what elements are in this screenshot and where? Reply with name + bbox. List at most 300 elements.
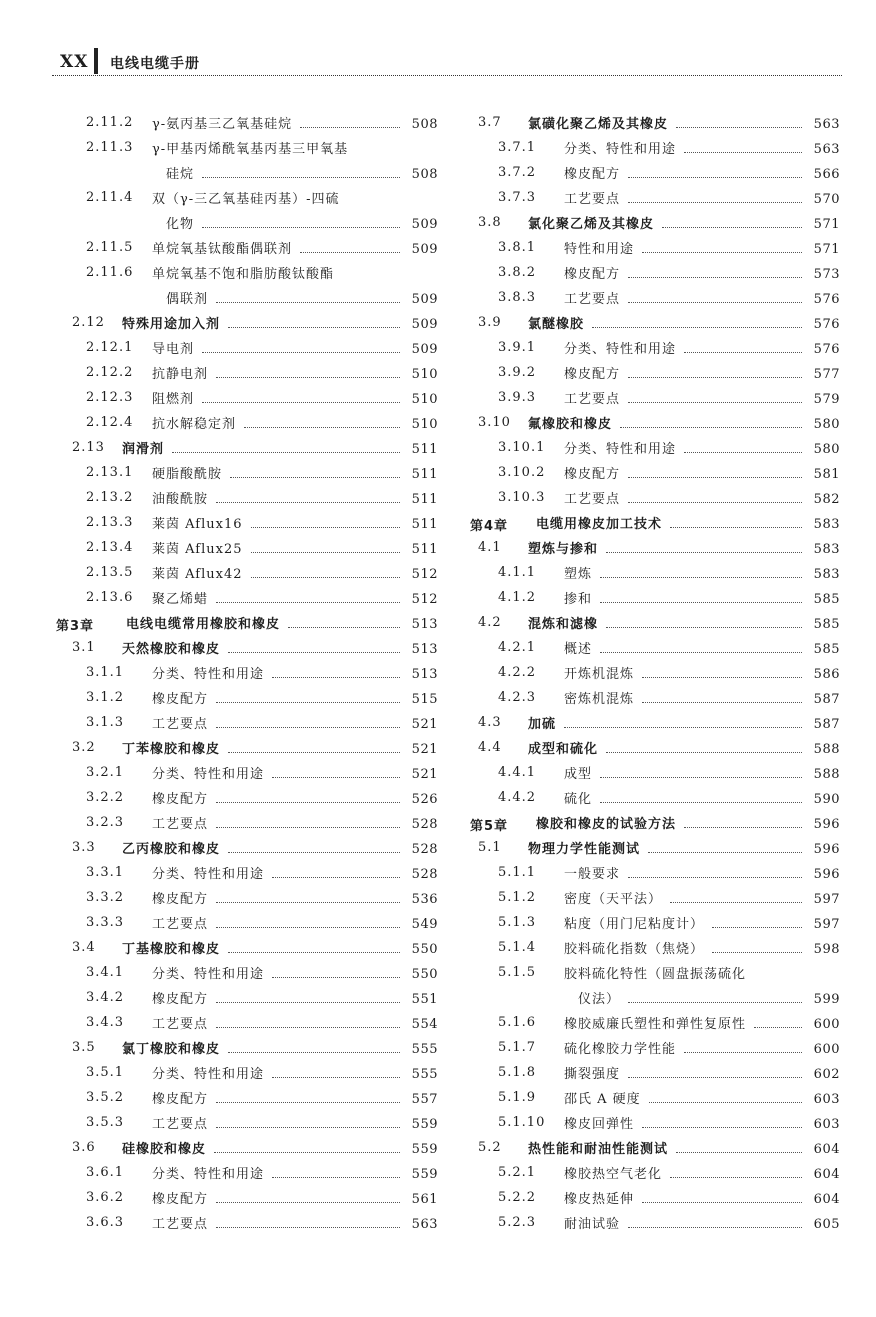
- toc-entry-number: 3.8.2: [498, 265, 537, 280]
- toc-entry-number: 3.3: [72, 840, 96, 855]
- toc-entry-title: 橡胶威廉氏塑性和弹性复原性: [564, 1017, 747, 1032]
- toc-page-number: 521: [411, 742, 438, 757]
- toc-entry-number: 5.1.10: [498, 1115, 546, 1130]
- toc-page-number: 511: [411, 492, 438, 507]
- toc-entry: [52, 337, 438, 362]
- toc-entry-line: [152, 340, 438, 359]
- toc-entry-title: 润滑剂: [122, 442, 165, 457]
- toc-entry-title: 工艺要点: [564, 392, 621, 407]
- toc-entry: [52, 1212, 438, 1237]
- toc-entry-number: 2.13.3: [86, 515, 134, 530]
- toc-entry-number: 3.9.3: [498, 390, 537, 405]
- header-divider-bar: [94, 48, 98, 74]
- toc-entry: [52, 262, 438, 312]
- toc-entry-number: 3.3.1: [86, 865, 125, 880]
- toc-entry: [52, 812, 438, 837]
- toc-entry-line: [528, 215, 840, 234]
- toc-entry: [52, 1137, 438, 1162]
- toc-entry: [52, 862, 438, 887]
- toc-page-number: 576: [813, 292, 840, 307]
- toc-leader-dots: [230, 476, 400, 478]
- toc-entry-title: 氯化聚乙烯及其橡皮: [528, 217, 655, 232]
- toc-left-column: [52, 112, 438, 1237]
- toc-leader-dots: [228, 851, 400, 853]
- toc-entry-line: [564, 565, 840, 584]
- toc-leader-dots: [628, 301, 802, 303]
- toc-page-number: 583: [813, 517, 840, 532]
- toc-entry-title: 特性和用途: [564, 242, 635, 257]
- toc-entry-line: [152, 590, 438, 609]
- toc-entry-line: [564, 165, 840, 184]
- toc-entry: [466, 412, 840, 437]
- toc-entry-line: [152, 1190, 438, 1209]
- toc-leader-dots: [272, 776, 400, 778]
- toc-entry-line: [564, 190, 840, 209]
- toc-entry-line: [564, 1015, 840, 1034]
- toc-entry-title: 氯醚橡胶: [528, 317, 585, 332]
- toc-entry-title: 热性能和耐油性能测试: [528, 1142, 669, 1157]
- toc-entry: [466, 937, 840, 962]
- toc-entry: [52, 612, 438, 637]
- toc-leader-dots: [606, 751, 802, 753]
- toc-entry-line: [528, 315, 840, 334]
- toc-entry-number: 3.7.1: [498, 140, 537, 155]
- toc-entry-title: 物理力学性能测试: [528, 842, 641, 857]
- toc-entry-title: 掺和: [564, 592, 593, 607]
- toc-entry-number: 3.3.3: [86, 915, 125, 930]
- toc-entry: [466, 212, 840, 237]
- toc-entry: [466, 687, 840, 712]
- toc-page-number: 588: [813, 742, 840, 757]
- toc-entry-number: 3.5: [72, 1040, 96, 1055]
- toc-entry-number: 3.6.1: [86, 1165, 125, 1180]
- toc-page-number: 571: [813, 242, 840, 257]
- toc-entry: [466, 1187, 840, 1212]
- toc-entry-title: 成型: [564, 767, 593, 782]
- toc-entry: [466, 462, 840, 487]
- toc-leader-dots: [628, 501, 802, 503]
- toc-entry-number: 2.12: [72, 315, 105, 330]
- toc-entry-title: 双（γ-三乙氧基硅丙基）-四硫: [152, 192, 340, 207]
- toc-entry-number: 第4章: [470, 519, 509, 534]
- toc-entry-title: 氯磺化聚乙烯及其橡皮: [528, 117, 669, 132]
- toc-page-number: 600: [813, 1042, 840, 1057]
- toc-page-number: 511: [411, 442, 438, 457]
- toc-entry-line: [152, 865, 438, 884]
- toc-leader-dots: [642, 1201, 802, 1203]
- toc-entry: [466, 812, 840, 837]
- toc-entry: [52, 837, 438, 862]
- toc-page-number: 513: [411, 642, 438, 657]
- toc-entry-title: 导电剂: [152, 342, 195, 357]
- toc-page-number: 508: [411, 167, 438, 182]
- toc-entry-number: 3.6.3: [86, 1215, 125, 1230]
- toc-page-number: 554: [411, 1017, 438, 1032]
- toc-entry-title: 橡皮配方: [564, 467, 621, 482]
- toc-entry-line: [122, 440, 438, 459]
- toc-entry-line: [152, 415, 438, 434]
- toc-entry-title: 耐油试验: [564, 1217, 621, 1232]
- toc-entry: [466, 162, 840, 187]
- toc-leader-dots: [670, 1176, 802, 1178]
- toc-entry: [52, 787, 438, 812]
- toc-leader-dots: [712, 951, 802, 953]
- toc-entry: [466, 562, 840, 587]
- toc-page-number: 604: [813, 1142, 840, 1157]
- toc-entry-line: [564, 465, 840, 484]
- toc-entry-title: 分类、特性和用途: [564, 142, 677, 157]
- toc-entry-title: 丁苯橡胶和橡皮: [122, 742, 221, 757]
- toc-page-number: 579: [813, 392, 840, 407]
- toc-entry-line: [564, 790, 840, 809]
- toc-entry-line: [578, 990, 840, 1009]
- toc-entry: [52, 412, 438, 437]
- toc-entry: [52, 1112, 438, 1137]
- toc-entry-line: [152, 790, 438, 809]
- toc-entry: [52, 887, 438, 912]
- toc-page-number: 585: [813, 642, 840, 657]
- toc-entry-title: 胶料硫化特性（圆盘振荡硫化: [564, 967, 747, 982]
- toc-leader-dots: [684, 826, 802, 828]
- toc-entry-line: [152, 1015, 438, 1034]
- toc-leader-dots: [684, 351, 802, 353]
- toc-entry-number: 3.9.2: [498, 365, 537, 380]
- toc-entry-line: [152, 690, 438, 709]
- toc-leader-dots: [202, 351, 400, 353]
- toc-page-number: 513: [411, 617, 438, 632]
- toc-entry-title: 成型和硫化: [528, 742, 599, 757]
- toc-page-number: 600: [813, 1017, 840, 1032]
- toc-entry-title: 工艺要点: [152, 1017, 209, 1032]
- toc-entry: [466, 1087, 840, 1112]
- toc-entry: [466, 387, 840, 412]
- toc-page-number: 550: [411, 942, 438, 957]
- toc-entry-title: 橡皮配方: [564, 167, 621, 182]
- toc-entry-line: [152, 715, 438, 734]
- toc-entry: [52, 987, 438, 1012]
- toc-page-number: 586: [813, 667, 840, 682]
- toc-entry-number: 3.1.2: [86, 690, 125, 705]
- toc-entry-title: 分类、特性和用途: [152, 1067, 265, 1082]
- toc-page-number: 585: [813, 617, 840, 632]
- toc-entry-line: [122, 740, 438, 759]
- toc-entry: [52, 762, 438, 787]
- toc-leader-dots: [216, 1226, 400, 1228]
- toc-entry-number: 2.11.3: [86, 140, 134, 155]
- toc-entry-title: 聚乙烯蜡: [152, 592, 209, 607]
- toc-entry-title: 特殊用途加入剂: [122, 317, 221, 332]
- toc-entry-number: 4.4.1: [498, 765, 537, 780]
- toc-page-number: 597: [813, 917, 840, 932]
- toc-page-number: 599: [813, 992, 840, 1007]
- toc-page-number: 521: [411, 767, 438, 782]
- toc-page-number: 508: [411, 117, 438, 132]
- toc-entry-line: [564, 1215, 840, 1234]
- toc-entry-line: [122, 315, 438, 334]
- toc-entry-title: 橡皮配方: [564, 267, 621, 282]
- header-rule: [52, 75, 842, 76]
- toc-entry-number: 3.2.2: [86, 790, 125, 805]
- toc-entry-line: [564, 265, 840, 284]
- toc-page-number: 512: [411, 567, 438, 582]
- toc-entry-number: 3.9: [478, 315, 502, 330]
- toc-leader-dots: [642, 701, 802, 703]
- toc-entry-line: [564, 240, 840, 259]
- toc-page-number: 511: [411, 542, 438, 557]
- toc-entry-title: 天然橡胶和橡皮: [122, 642, 221, 657]
- toc-page-number: 511: [411, 517, 438, 532]
- toc-entry-line: [564, 765, 840, 784]
- toc-entry-title: 莱茵 Aflux25: [152, 542, 243, 557]
- toc-entry: [52, 462, 438, 487]
- toc-leader-dots: [202, 401, 400, 403]
- toc-entry-line: [152, 665, 438, 684]
- toc-entry-number: 3.7.3: [498, 190, 537, 205]
- toc-entry-line: [122, 640, 438, 659]
- toc-entry: [466, 912, 840, 937]
- toc-entry-line: [122, 1140, 438, 1159]
- toc-entry-line: [152, 1215, 438, 1234]
- toc-entry-title: 分类、特性和用途: [564, 442, 677, 457]
- toc-page-number: 573: [813, 267, 840, 282]
- toc-entry: [52, 112, 438, 137]
- toc-entry-title: 分类、特性和用途: [564, 342, 677, 357]
- toc-page-number: 509: [411, 292, 438, 307]
- toc-entry-title: 橡皮回弹性: [564, 1117, 635, 1132]
- toc-page-number: 581: [813, 467, 840, 482]
- toc-entry-line: [564, 1040, 840, 1059]
- toc-entry-line: [152, 240, 438, 259]
- toc-leader-dots: [216, 1126, 400, 1128]
- toc-page-number: 509: [411, 317, 438, 332]
- toc-leader-dots: [670, 526, 802, 528]
- toc-entry: [52, 662, 438, 687]
- toc-entry-number: 5.1.2: [498, 890, 537, 905]
- toc-leader-dots: [216, 1201, 400, 1203]
- toc-entry-line: [564, 690, 840, 709]
- toc-entry-title: 橡胶和橡皮的试验方法: [536, 817, 677, 832]
- toc-page-number: 571: [813, 217, 840, 232]
- toc-leader-dots: [272, 876, 400, 878]
- toc-entry: [52, 937, 438, 962]
- toc-entry-number: 3.5.3: [86, 1115, 125, 1130]
- toc-entry-line: [152, 540, 438, 559]
- toc-entry: [52, 387, 438, 412]
- toc-page-number: 583: [813, 542, 840, 557]
- toc-entry-line: [564, 640, 840, 659]
- toc-entry: [466, 1212, 840, 1237]
- toc-leader-dots: [228, 751, 400, 753]
- toc-entry: [52, 1062, 438, 1087]
- toc-page-number: 515: [411, 692, 438, 707]
- toc-entry-number: 4.2.2: [498, 665, 537, 680]
- toc-entry-title: 单烷氧基钛酸酯偶联剂: [152, 242, 293, 257]
- toc-entry-number: 3.3.2: [86, 890, 125, 905]
- toc-leader-dots: [216, 726, 400, 728]
- toc-entry-title: 密炼机混炼: [564, 692, 635, 707]
- toc-page-number: 528: [411, 817, 438, 832]
- toc-entry-number: 4.3: [478, 715, 502, 730]
- toc-entry-title: 莱茵 Aflux16: [152, 517, 243, 532]
- toc-page-number: 555: [411, 1042, 438, 1057]
- toc-entry-number: 5.1.4: [498, 940, 537, 955]
- toc-entry-number: 3.5.1: [86, 1065, 125, 1080]
- toc-entry-title: 粘度（用门尼粘度计）: [564, 917, 705, 932]
- toc-entry-line: [536, 515, 840, 534]
- toc-entry-title: 电线电缆常用橡胶和橡皮: [126, 617, 281, 632]
- toc-leader-dots: [628, 176, 802, 178]
- toc-page-number: 512: [411, 592, 438, 607]
- toc-page-number: 570: [813, 192, 840, 207]
- toc-entry: [52, 187, 438, 237]
- toc-leader-dots: [628, 1001, 802, 1003]
- toc-page-number: 604: [813, 1167, 840, 1182]
- toc-entry-number: 3.8: [478, 215, 502, 230]
- toc-entry-title: 塑炼: [564, 567, 593, 582]
- toc-entry-number: 5.1: [478, 840, 502, 855]
- toc-entry-title: 开炼机混炼: [564, 667, 635, 682]
- toc-page-number: 510: [411, 367, 438, 382]
- toc-entry: [52, 1037, 438, 1062]
- toc-entry-title: 分类、特性和用途: [152, 967, 265, 982]
- toc-leader-dots: [216, 1026, 400, 1028]
- toc-entry-number: 2.12.2: [86, 365, 134, 380]
- toc-page-number: 559: [411, 1117, 438, 1132]
- toc-entry-title: 硅橡胶和橡皮: [122, 1142, 207, 1157]
- toc-entry-title: 加硫: [528, 717, 557, 732]
- toc-entry-number: 3.10.1: [498, 440, 546, 455]
- toc-leader-dots: [244, 426, 400, 428]
- toc-entry-number: 3.2: [72, 740, 96, 755]
- toc-entry-number: 2.13.6: [86, 590, 134, 605]
- toc-page-number: 528: [411, 867, 438, 882]
- toc-leader-dots: [216, 501, 400, 503]
- toc-leader-dots: [662, 226, 802, 228]
- toc-entry: [466, 337, 840, 362]
- toc-entry-title: 橡皮配方: [152, 692, 209, 707]
- toc-leader-dots: [216, 301, 400, 303]
- toc-entry-number: 5.2: [478, 1140, 502, 1155]
- toc-entry-line: [126, 615, 438, 634]
- toc-page-number: 590: [813, 792, 840, 807]
- toc-leader-dots: [272, 1176, 400, 1178]
- toc-page-number: 603: [813, 1117, 840, 1132]
- toc-entry-title: 塑炼与掺和: [528, 542, 599, 557]
- toc-leader-dots: [216, 601, 400, 603]
- toc-entry-line: [152, 515, 438, 534]
- toc-entry-line: [528, 115, 840, 134]
- toc-entry: [52, 962, 438, 987]
- toc-page-number: 576: [813, 342, 840, 357]
- toc-page-number: 559: [411, 1167, 438, 1182]
- toc-entry: [466, 1162, 840, 1187]
- toc-page-number: 509: [411, 342, 438, 357]
- toc-entry-number: 2.11.4: [86, 190, 134, 205]
- toc-leader-dots: [216, 901, 400, 903]
- toc-entry-title: 电缆用橡皮加工技术: [536, 517, 663, 532]
- toc-entry-line: [564, 940, 840, 959]
- toc-page-number: 587: [813, 692, 840, 707]
- toc-page-number: 536: [411, 892, 438, 907]
- toc-leader-dots: [600, 776, 802, 778]
- toc-entry-line: [166, 165, 438, 184]
- toc-page-number: 603: [813, 1092, 840, 1107]
- toc-entry: [466, 862, 840, 887]
- toc-entry-title: 工艺要点: [152, 1217, 209, 1232]
- toc-entry-line: [152, 565, 438, 584]
- toc-entry: [466, 712, 840, 737]
- toc-page-number: 605: [813, 1217, 840, 1232]
- toc-entry: [466, 1137, 840, 1162]
- toc-leader-dots: [202, 176, 400, 178]
- toc-entry-line: [152, 965, 438, 984]
- toc-leader-dots: [216, 801, 400, 803]
- toc-entry-number: 5.1.5: [498, 965, 537, 980]
- toc-page-number: 583: [813, 567, 840, 582]
- toc-entry: [466, 312, 840, 337]
- toc-entry-title: 撕裂强度: [564, 1067, 621, 1082]
- toc-entry-title: 油酸酰胺: [152, 492, 209, 507]
- toc-page-number: 596: [813, 867, 840, 882]
- toc-page-number: 602: [813, 1067, 840, 1082]
- page-header: [52, 46, 842, 78]
- toc-entry-number: 5.2.3: [498, 1215, 537, 1230]
- toc-entry-number: 2.13: [72, 440, 105, 455]
- toc-entry-number: 5.1.9: [498, 1090, 537, 1105]
- book-title: 电线电缆手册: [110, 56, 200, 72]
- toc-entry-number: 5.1.7: [498, 1040, 537, 1055]
- toc-entry-line: [564, 665, 840, 684]
- toc-entry-title: 莱茵 Aflux42: [152, 567, 243, 582]
- toc-entry-number: 3.5.2: [86, 1090, 125, 1105]
- toc-entry-number: 2.13.1: [86, 465, 134, 480]
- toc-entry-line: [564, 1090, 840, 1109]
- toc-entry-title-continued: 化物: [166, 217, 195, 232]
- toc-entry-line: [564, 590, 840, 609]
- toc-entry-line: [152, 890, 438, 909]
- toc-entry: [466, 587, 840, 612]
- toc-entry: [466, 487, 840, 512]
- toc-leader-dots: [228, 1051, 400, 1053]
- toc-leader-dots: [600, 651, 802, 653]
- toc-entry: [52, 437, 438, 462]
- toc-entry-line: [528, 615, 840, 634]
- toc-entry: [466, 1062, 840, 1087]
- toc-leader-dots: [564, 726, 802, 728]
- toc-leader-dots: [251, 576, 400, 578]
- toc-entry-number: 3.4.2: [86, 990, 125, 1005]
- toc-entry-number: 3.1: [72, 640, 96, 655]
- toc-entry: [466, 637, 840, 662]
- toc-entry: [52, 737, 438, 762]
- toc-leader-dots: [272, 1076, 400, 1078]
- toc-entry: [52, 587, 438, 612]
- toc-entry-number: 5.1.3: [498, 915, 537, 930]
- toc-entry: [52, 1012, 438, 1037]
- toc-leader-dots: [216, 376, 400, 378]
- toc-entry-title: 橡皮热延伸: [564, 1192, 635, 1207]
- toc-entry: [52, 362, 438, 387]
- toc-entry-title: 橡皮配方: [152, 1192, 209, 1207]
- toc-entry: [466, 537, 840, 562]
- toc-entry-title: 概述: [564, 642, 593, 657]
- toc-page-number: 509: [411, 217, 438, 232]
- toc-entry-title: 工艺要点: [564, 492, 621, 507]
- toc-leader-dots: [628, 376, 802, 378]
- toc-entry-title: 一般要求: [564, 867, 621, 882]
- toc-leader-dots: [628, 1076, 802, 1078]
- toc-leader-dots: [216, 1001, 400, 1003]
